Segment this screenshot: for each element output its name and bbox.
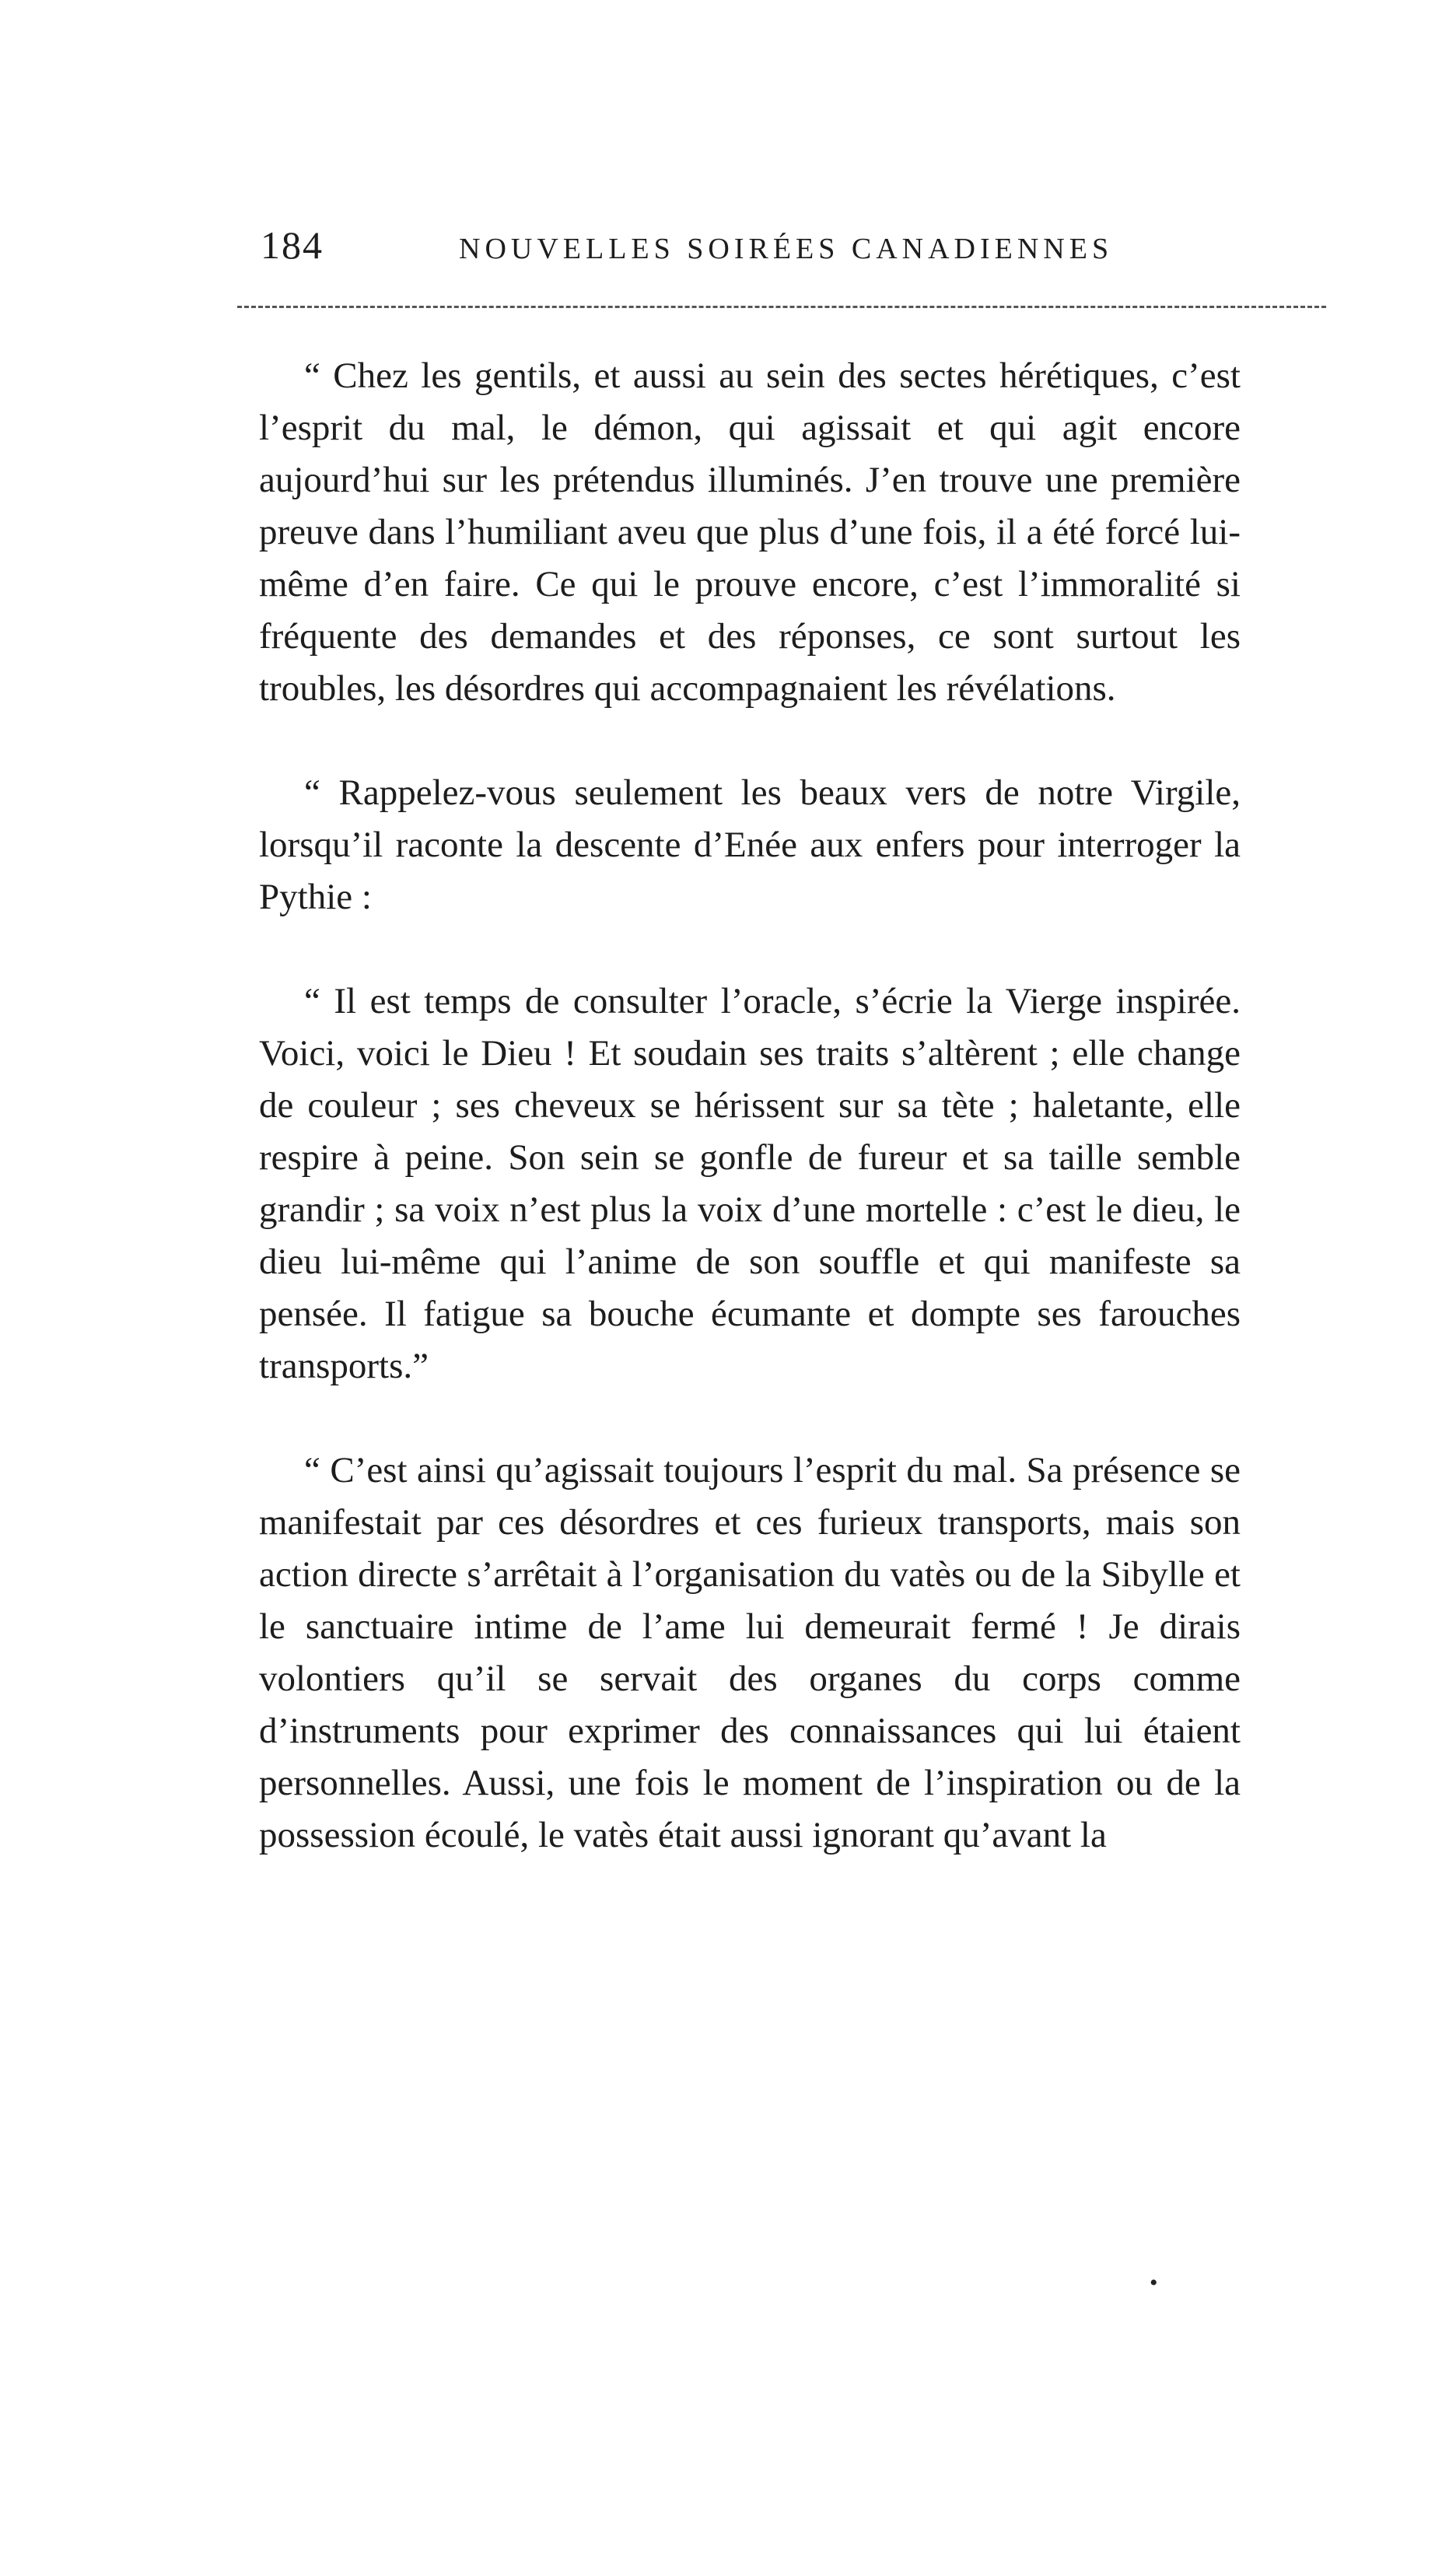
running-title: NOUVELLES SOIRÉES CANADIENNES bbox=[459, 233, 1114, 265]
paragraph: “ Il est temps de consulter l’oracle, s’écrie la Vierge inspirée. Voici, voici le Dieu ! Et soudain ses traits s’altèrent ; elle change de couleur ; ses cheveux se hérissent sur sa tète ; haletante, elle respire à peine. Son sein se gonfle de fureur et sa taille semble grandir ; sa voix n’est plus la voix d’une mortelle : c’est le dieu, le dieu lui-même qui l’anime de son souffle et qui manifeste sa pensée. Il fatigue sa bouche écumante et dompte ses farouches transports.” bbox=[259, 981, 1241, 1386]
paragraph: “ Rappelez-vous seulement les beaux vers de notre Virgile, lorsqu’il raconte la descente d’Enée aux enfers pour interroger la Pythie : bbox=[259, 772, 1241, 917]
header-rule bbox=[237, 306, 1326, 308]
page-number: 184 bbox=[261, 223, 324, 267]
body-text bbox=[259, 350, 1241, 1862]
running-head bbox=[261, 222, 1229, 276]
ink-mark: • bbox=[1150, 2270, 1158, 2296]
paragraph: “ C’est ainsi qu’agissait toujours l’esprit du mal. Sa présence se manifestait par ces désordres et ces furieux transports, mais son action directe s’arrêtait à l’organisation du vatès ou de la Sibylle et le sanctuaire intime de l’ame lui demeurait fermé ! Je dirais volontiers qu’il se servait des organes du corps comme d’instruments pour exprimer des connaissances qui lui étaient personnelles. Aussi, une fois le moment de l’inspiration ou de la possession écoulé, le vatès était aussi ignorant qu’avant la bbox=[259, 1450, 1241, 1855]
paragraph: “ Chez les gentils, et aussi au sein des sectes hérétiques, c’est l’esprit du mal, le démon, qui agissait et qui agit encore aujourd’hui sur les prétendus illuminés. J’en trouve une première preuve dans l’humiliant aveu que plus d’une fois, il a été forcé lui-même d’en faire. Ce qui le prouve encore, c’est l’immoralité si fréquente des demandes et des réponses, ce sont surtout les troubles, les désordres qui accompagnaient les révélations. bbox=[259, 356, 1241, 709]
